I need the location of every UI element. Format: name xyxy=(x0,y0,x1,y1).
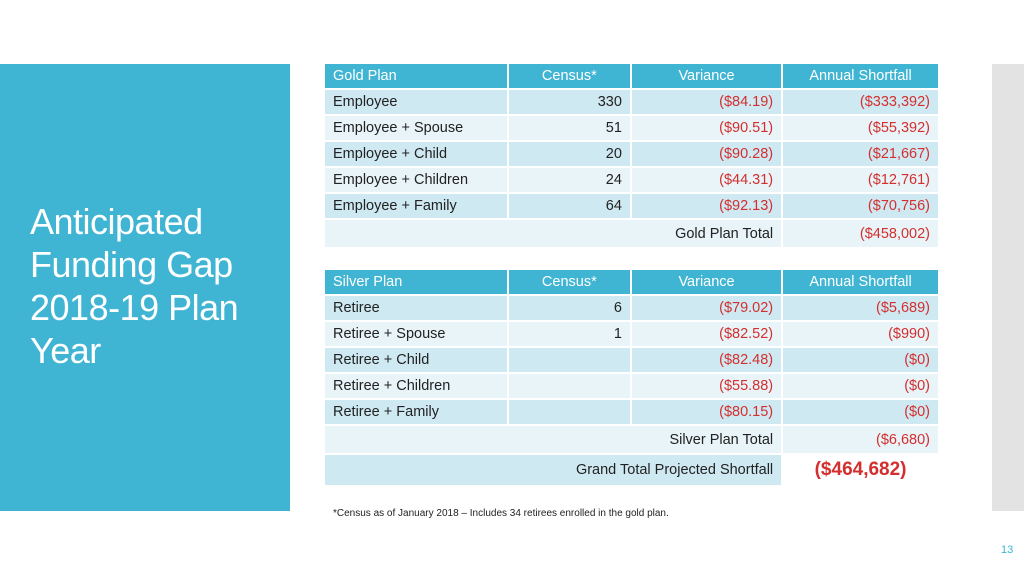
table-row xyxy=(324,321,939,347)
silver-total-value: ($6,680) xyxy=(782,425,939,454)
table-row xyxy=(324,167,939,193)
row-variance: ($79.02) xyxy=(631,295,782,321)
row-label: Retiree + Family xyxy=(324,399,508,425)
table-row xyxy=(324,89,939,115)
row-shortfall: ($12,761) xyxy=(782,167,939,193)
row-shortfall: ($5,689) xyxy=(782,295,939,321)
header-variance: Variance xyxy=(631,269,782,295)
row-census: 330 xyxy=(508,89,631,115)
row-label: Employee xyxy=(324,89,508,115)
silver-plan-table xyxy=(323,268,940,487)
row-variance: ($55.88) xyxy=(631,373,782,399)
row-census xyxy=(508,347,631,373)
table-row xyxy=(324,373,939,399)
header-plan: Silver Plan xyxy=(324,269,508,295)
row-census: 6 xyxy=(508,295,631,321)
table-row xyxy=(324,295,939,321)
gold-total-value: ($458,002) xyxy=(782,219,939,248)
row-shortfall: ($0) xyxy=(782,347,939,373)
row-shortfall: ($0) xyxy=(782,373,939,399)
silver-total-row xyxy=(324,425,939,454)
row-label: Retiree xyxy=(324,295,508,321)
row-variance: ($84.19) xyxy=(631,89,782,115)
row-shortfall: ($70,756) xyxy=(782,193,939,219)
row-census: 24 xyxy=(508,167,631,193)
row-label: Retiree + Child xyxy=(324,347,508,373)
slide-title: Anticipated Funding Gap 2018-19 Plan Year xyxy=(30,201,239,371)
row-label: Employee + Child xyxy=(324,141,508,167)
table-row xyxy=(324,193,939,219)
row-census: 51 xyxy=(508,115,631,141)
gold-total-label: Gold Plan Total xyxy=(324,219,782,248)
row-shortfall: ($21,667) xyxy=(782,141,939,167)
grand-total-label: Grand Total Projected Shortfall xyxy=(324,454,782,486)
header-shortfall: Annual Shortfall xyxy=(782,63,939,89)
row-shortfall: ($0) xyxy=(782,399,939,425)
gold-total-row xyxy=(324,219,939,248)
row-variance: ($90.28) xyxy=(631,141,782,167)
row-census xyxy=(508,373,631,399)
row-census: 1 xyxy=(508,321,631,347)
header-plan: Gold Plan xyxy=(324,63,508,89)
row-census: 20 xyxy=(508,141,631,167)
side-accent-bar xyxy=(992,64,1024,511)
table-row xyxy=(324,141,939,167)
table-header-row xyxy=(324,63,939,89)
table-header-row xyxy=(324,269,939,295)
row-label: Employee + Spouse xyxy=(324,115,508,141)
row-variance: ($90.51) xyxy=(631,115,782,141)
header-census: Census* xyxy=(508,63,631,89)
row-label: Employee + Family xyxy=(324,193,508,219)
row-label: Employee + Children xyxy=(324,167,508,193)
row-variance: ($82.52) xyxy=(631,321,782,347)
row-label: Retiree + Children xyxy=(324,373,508,399)
header-shortfall: Annual Shortfall xyxy=(782,269,939,295)
row-shortfall: ($990) xyxy=(782,321,939,347)
grand-total-value: ($464,682) xyxy=(782,454,939,486)
silver-total-label: Silver Plan Total xyxy=(324,425,782,454)
row-census xyxy=(508,399,631,425)
table-row xyxy=(324,347,939,373)
row-label: Retiree + Spouse xyxy=(324,321,508,347)
header-census: Census* xyxy=(508,269,631,295)
page-number: 13 xyxy=(1001,544,1014,556)
row-variance: ($92.13) xyxy=(631,193,782,219)
row-shortfall: ($55,392) xyxy=(782,115,939,141)
grand-total-row xyxy=(324,454,939,486)
row-variance: ($80.15) xyxy=(631,399,782,425)
row-variance: ($44.31) xyxy=(631,167,782,193)
table-row xyxy=(324,399,939,425)
row-variance: ($82.48) xyxy=(631,347,782,373)
header-variance: Variance xyxy=(631,63,782,89)
row-shortfall: ($333,392) xyxy=(782,89,939,115)
row-census: 64 xyxy=(508,193,631,219)
footnote: *Census as of January 2018 – Includes 34 retirees enrolled in the gold plan. xyxy=(333,508,669,519)
table-row xyxy=(324,115,939,141)
gold-plan-table xyxy=(323,62,940,249)
